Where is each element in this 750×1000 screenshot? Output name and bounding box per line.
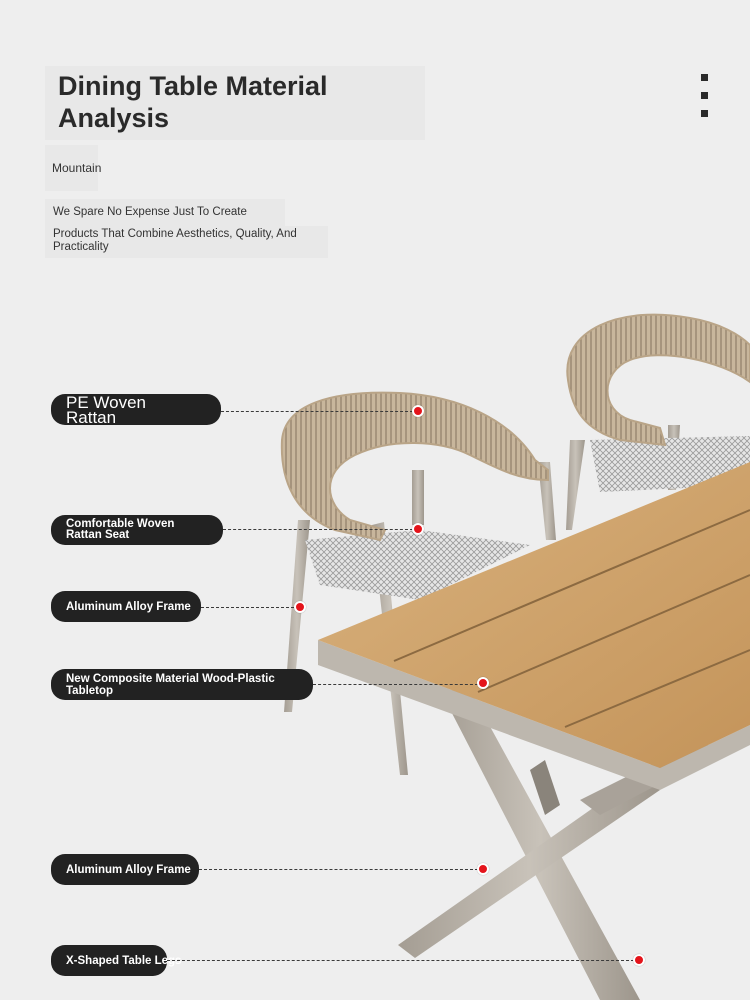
tagline-line-2: Products That Combine Aesthetics, Quality, And Practicality xyxy=(53,228,297,253)
marker-dot xyxy=(294,601,306,613)
callout-label: Comfortable Woven Rattan Seat xyxy=(66,518,175,541)
callout-pe-woven-rattan xyxy=(51,394,221,425)
leader-line xyxy=(221,411,413,412)
callout-woven-rattan-seat xyxy=(51,515,223,545)
leader-line xyxy=(167,960,634,961)
leader-line xyxy=(201,607,294,608)
marker-dot xyxy=(477,677,489,689)
marker-dot xyxy=(412,523,424,535)
callout-table-aluminum-frame xyxy=(51,854,199,885)
tagline-line-1: We Spare No Expense Just To Create xyxy=(53,206,247,218)
page-title: Dining Table Material Analysis xyxy=(58,71,328,133)
brand-name: Mountain xyxy=(52,161,102,175)
leader-line xyxy=(223,529,413,530)
leader-line xyxy=(313,684,478,685)
callout-label: Aluminum Alloy Frame xyxy=(66,600,191,613)
callout-label: Aluminum Alloy Frame xyxy=(66,863,191,876)
callout-x-shaped-legs xyxy=(51,945,182,976)
marker-dot xyxy=(412,405,424,417)
marker-dot xyxy=(477,863,489,875)
callout-wood-plastic-tabletop xyxy=(51,669,313,700)
callout-label: PE Woven Rattan xyxy=(66,392,147,427)
tabletop xyxy=(318,462,750,790)
leader-line xyxy=(199,869,478,870)
marker-dot xyxy=(633,954,645,966)
callout-label: New Composite Material Wood-Plastic Tabletop xyxy=(66,672,275,697)
callout-chair-aluminum-frame xyxy=(51,591,201,622)
callout-label: X-Shaped Table Legs xyxy=(66,954,182,967)
